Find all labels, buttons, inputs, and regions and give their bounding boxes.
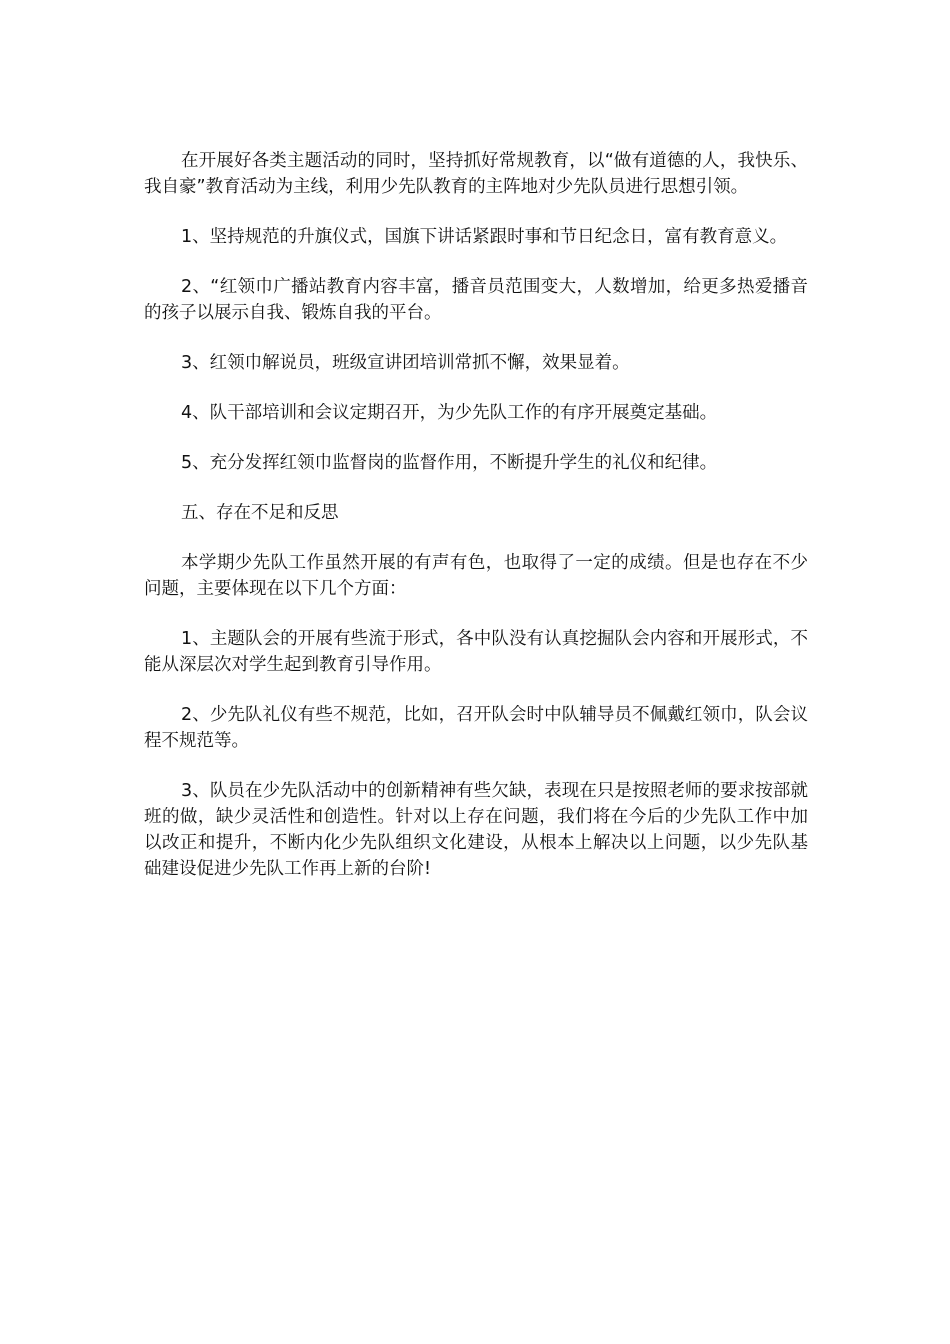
paragraph-item-2: 2、“红领巾广播站教育内容丰富，播音员范围变大，人数增加，给更多热爱播音的孩子以展示自我、锻炼自我的平台。 xyxy=(144,277,808,323)
paragraph-issue-1: 1、主题队会的开展有些流于形式，各中队没有认真挖掘队会内容和开展形式，不能从深层次对学生起到教育引导作用。 xyxy=(144,629,808,675)
paragraph-intro: 在开展好各类主题活动的同时，坚持抓好常规教育，以“做有道德的人，我快乐、我自豪”教育活动为主线，利用少先队教育的主阵地对少先队员进行思想引领。 xyxy=(144,151,808,197)
paragraph-issue-2: 2、少先队礼仪有些不规范，比如，召开队会时中队辅导员不佩戴红领巾，队会议程不规范等。 xyxy=(144,705,808,751)
section-heading: 五、存在不足和反思 xyxy=(181,503,339,523)
paragraph-item-1: 1、坚持规范的升旗仪式，国旗下讲话紧跟时事和节日纪念日，富有教育意义。 xyxy=(181,227,788,247)
document-body xyxy=(144,148,808,906)
paragraph-item-4: 4、队干部培训和会议定期召开，为少先队工作的有序开展奠定基础。 xyxy=(181,403,718,423)
paragraph-item-5: 5、充分发挥红领巾监督岗的监督作用，不断提升学生的礼仪和纪律。 xyxy=(181,453,718,473)
paragraph-item-3: 3、红领巾解说员，班级宣讲团培训常抓不懈，效果显着。 xyxy=(181,353,630,373)
paragraph-issue-3: 3、队员在少先队活动中的创新精神有些欠缺，表现在只是按照老师的要求按部就班的做，缺少灵活性和创造性。针对以上存在问题，我们将在今后的少先队工作中加以改正和提升，不断内化少先队组织文化建设，从根本上解决以上问题，以少先队基础建设促进少先队工作再上新的台阶! xyxy=(144,781,808,879)
paragraph-summary: 本学期少先队工作虽然开展的有声有色，也取得了一定的成绩。但是也存在不少问题，主要体现在以下几个方面： xyxy=(144,553,808,599)
